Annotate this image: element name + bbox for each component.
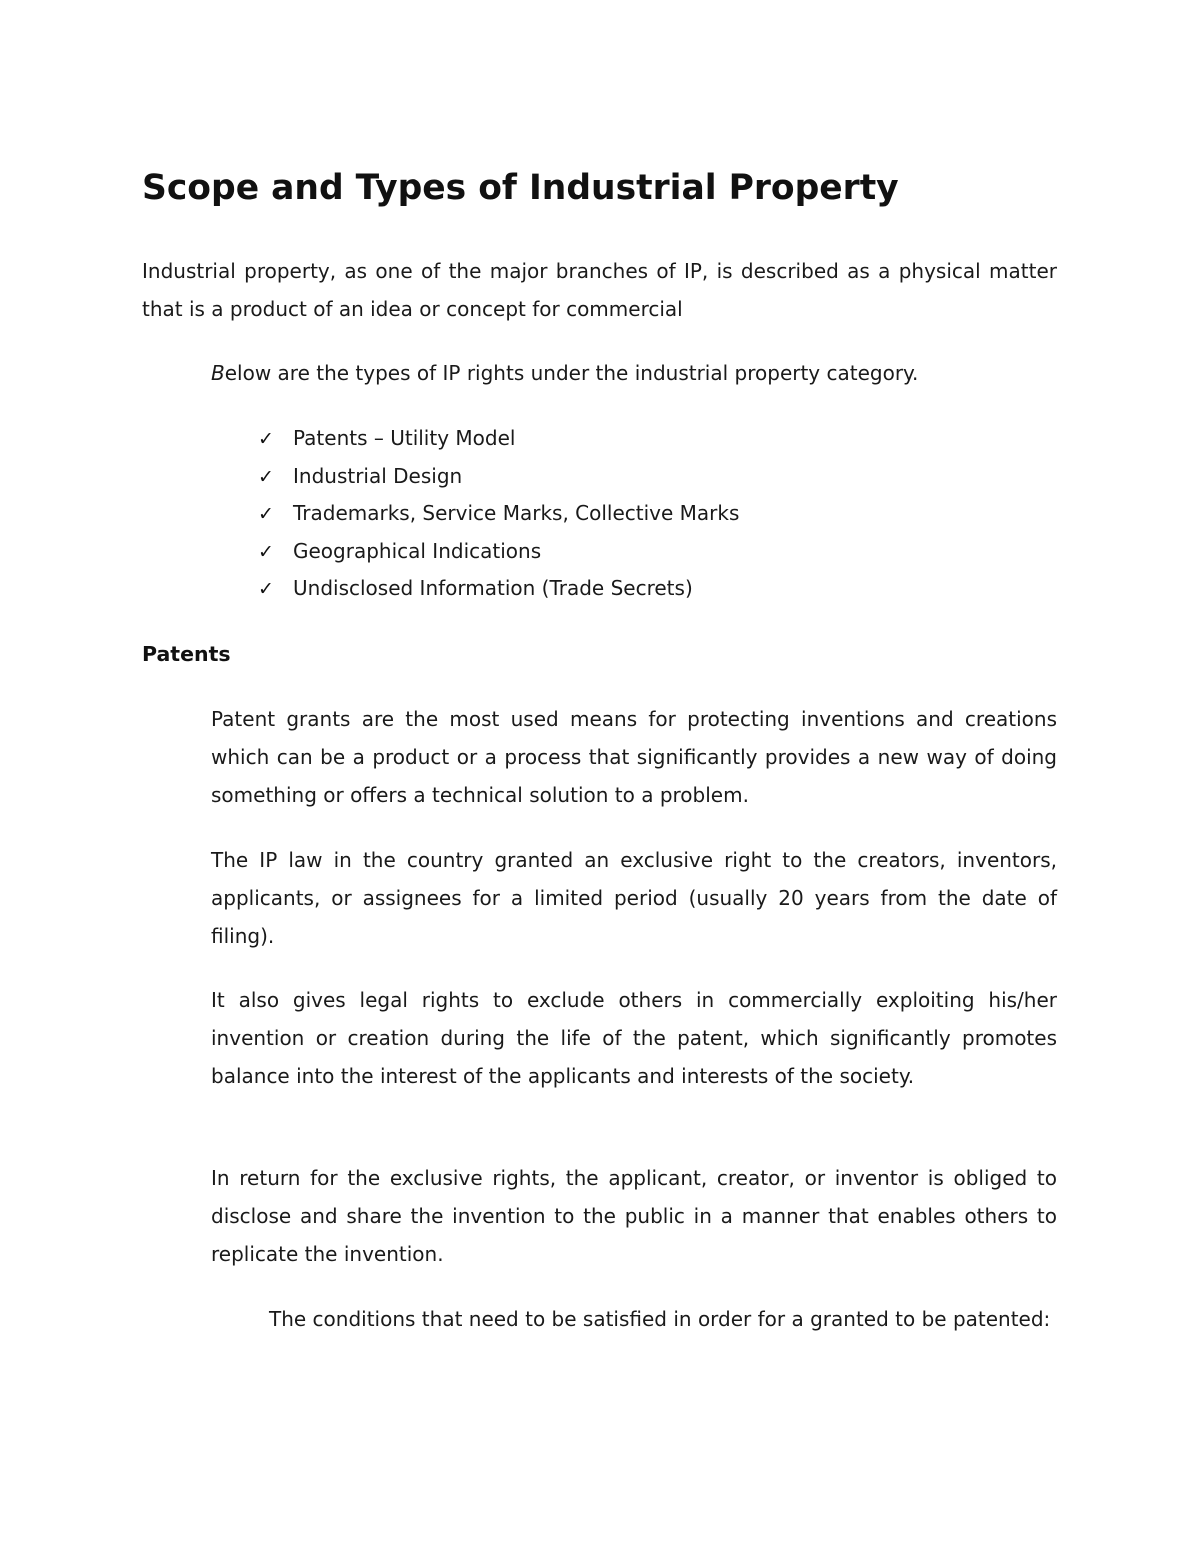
- checklist-item: [258, 570, 1018, 608]
- checklist-item-label: Undisclosed Information (Trade Secrets): [293, 576, 693, 600]
- checklist-item-label: Geographical Indications: [293, 538, 542, 563]
- lead-first-letter: B: [211, 361, 225, 385]
- patents-paragraph: Patent grants are the most used means for protecting inventions and creations which can be a product or a process that significantly provides a new way of doing something or offers a technical solution to a problem.: [211, 707, 1057, 807]
- lead-text: elow are the types of IP rights under the industrial property category.: [224, 361, 919, 385]
- check-mark-icon: ✓: [258, 578, 274, 600]
- patents-paragraph: It also gives legal rights to exclude others in commercially exploiting his/her invention or creation during the life of the patent, which significantly promotes balance into the interest of the applicants and interests of the society.: [211, 988, 1057, 1088]
- check-mark-icon: ✓: [258, 503, 274, 525]
- check-mark-icon: ✓: [258, 540, 274, 563]
- patents-paragraph: The IP law in the country granted an exclusive right to the creators, inventors, applicants, or assignees for a limited period (usually 20 years from the date of filing).: [211, 848, 1057, 948]
- checklist-item-label: Industrial Design: [293, 463, 463, 488]
- checklist-item: [258, 420, 1018, 458]
- checklist-item-label: Trademarks, Service Marks, Collective Marks: [293, 501, 740, 525]
- page-title: Scope and Types of Industrial Property: [142, 168, 899, 208]
- checklist-item: [258, 533, 1018, 571]
- checklist-item: [258, 458, 1018, 496]
- types-lead-paragraph: [211, 354, 1057, 392]
- conditions-paragraph: The conditions that need to be satisfied in order for a granted to be patented:: [269, 1307, 1051, 1331]
- patents-paragraph: In return for the exclusive rights, the applicant, creator, or inventor is obliged to disclose and share the invention to the public in a manner that enables others to replicate the invention.: [211, 1166, 1057, 1266]
- checklist-item-label: Patents – Utility Model: [293, 426, 516, 450]
- patents-heading: Patents: [142, 642, 231, 666]
- ip-types-checklist: [258, 420, 1018, 608]
- intro-paragraph: Industrial property, as one of the major branches of IP, is described as a physical matter that is a product of an idea or concept for commercial: [142, 259, 1057, 321]
- checklist-item: [258, 495, 1018, 533]
- check-mark-icon: ✓: [258, 428, 274, 450]
- check-mark-icon: ✓: [258, 465, 274, 488]
